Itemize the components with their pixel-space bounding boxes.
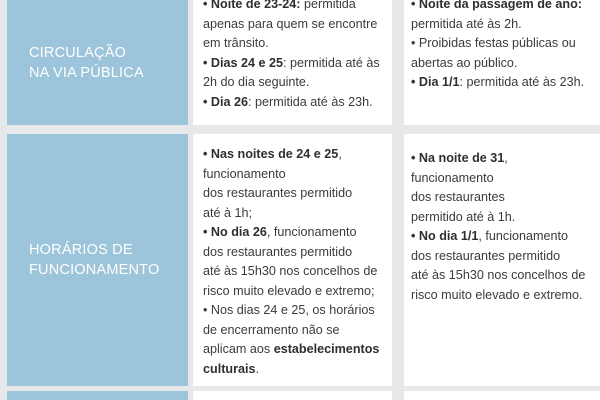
horarios-anonovo-item2: • No dia 1/1, funcionamento bbox=[411, 229, 569, 243]
horarios-anonovo-item1: • Na noite de 31, bbox=[411, 151, 508, 165]
horarios-anonovo-cell: • Na noite de 31, funcionamento dos restaurantes permitido até à 1h. • No dia 1/1, funcionamento dos restaurantes permitido até às 15h30 nos concelhos de risco muito elevado e extremo. bbox=[404, 134, 600, 386]
horarios-natal-item1: • Nas noites de 24 e 25, bbox=[203, 147, 342, 161]
row-label-line2: FUNCIONAMENTO bbox=[29, 262, 160, 278]
circulacao-anonovo-item3: • Dia 1/1: permitida até às 23h. bbox=[411, 75, 585, 89]
next-row-natal-cell bbox=[193, 391, 392, 400]
row-label-line1: HORÁRIOS DE bbox=[29, 242, 133, 258]
circulacao-anonovo-item2: • Proibidas festas públicas ou bbox=[411, 36, 576, 50]
circulacao-natal-item2: • Dias 24 e 25: permitida até às bbox=[203, 55, 380, 70]
horarios-natal-cell: • Nas noites de 24 e 25, funcionamento dos restaurantes permitido até à 1h; • No dia 26, funcionamento dos restaurantes permitido até às 15h30 nos concelhos de risco muito elevado e extremo; • Nos dias 24 e 25, os horários de encerramento não se aplicam aos estabelecimentos culturais. bbox=[193, 134, 392, 386]
row-label-line1: CIRCULAÇÃO bbox=[29, 44, 127, 61]
circulacao-natal-cell: • Noite de 23-24: permitida apenas para quem se encontre em trânsito. • Dias 24 e 25: permitida até às 2h do dia seguinte. • Dia 26: permitida até às 23h. bbox=[193, 0, 392, 125]
row-label-horarios bbox=[7, 134, 188, 386]
row-label-next bbox=[7, 391, 188, 400]
circulacao-natal-item3: • Dia 26: permitida até às 23h. bbox=[203, 94, 373, 109]
horarios-natal-item2: • No dia 26, funcionamento bbox=[203, 225, 357, 239]
circulacao-natal-item1: • Noite de 23-24: permitida bbox=[203, 0, 356, 11]
horarios-natal-item3: • Nos dias 24 e 25, os horários bbox=[203, 303, 375, 317]
row-label-circulacao bbox=[7, 0, 188, 125]
circulacao-anonovo-cell: • Noite da passagem de ano: permitida até às 2h. • Proibidas festas públicas ou abertas ao público. • Dia 1/1: permitida até às 23h. bbox=[404, 0, 600, 125]
next-row-anonovo-cell bbox=[404, 391, 600, 400]
row-label-line2: NA VIA PÚBLICA bbox=[29, 64, 144, 81]
circulacao-anonovo-item1: • Noite da passagem de ano: bbox=[411, 0, 582, 11]
